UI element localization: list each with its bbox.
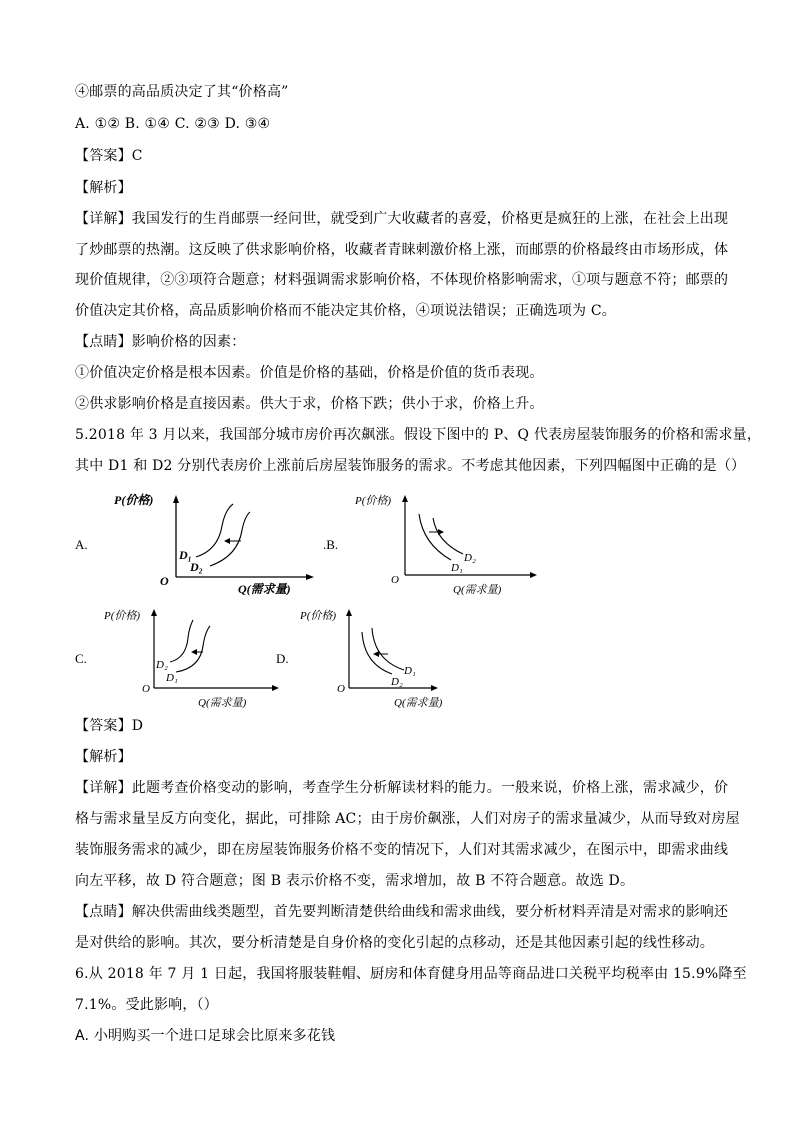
detail-line-2: 了炒邮票的热潮。这反映了供求影响价格，收藏者青睐刺激价格上涨，而邮票的价格最终由市场形成，体: [75, 242, 729, 258]
graph-d-label: D.: [276, 651, 289, 666]
question-6-line-2: 7.1%。受此影响，（）: [75, 997, 218, 1013]
graph-b-d2: D₂: [464, 552, 476, 564]
question-6-option-a: A. 小明购买一个进口足球会比原来多花钱: [75, 1028, 336, 1044]
option-4-text: ④邮票的高品质决定了其“价格高”: [75, 84, 289, 100]
graph-d-y-label: P(价格): [300, 610, 337, 622]
graph-b-label: .B.: [323, 537, 339, 552]
graph-b-curve-d1: [419, 514, 451, 560]
graph-c: [100, 602, 300, 714]
question-5-line-1: 5.2018 年 3 月以来，我国部分城市房价再次飙涨。假设下图中的 P、Q 代表房屋装饰服务的价格和需求量，: [75, 427, 762, 443]
detail-line-3: 现价值规律，②③项符合题意；材料强调需求影响价格，不体现价格影响需求，①项与题意不符；邮票的: [75, 272, 729, 288]
graph-d-d2: D₂: [391, 676, 403, 688]
graph-c-curve-d2: [170, 620, 193, 662]
graph-c-d1: D₁: [166, 672, 178, 684]
question-6-line-1: 6.从 2018 年 7 月 1 日起，我国将服装鞋帽、厨房和体育健身用品等商品进口关税平均税率由 15.9%降至: [75, 966, 747, 982]
detail-line-4: 价值决定其价格，高品质影响价格而不能决定其价格，④项说法错误；正确选项为 C。: [75, 303, 616, 319]
graph-c-d2: D₂: [156, 659, 168, 671]
graph-a: [100, 490, 320, 600]
graph-a-curve-d1: [196, 504, 233, 557]
answer-label: 【答案】C: [75, 148, 143, 164]
graph-b-curve-d2: [433, 518, 463, 554]
graph-d-d1: D₁: [404, 665, 416, 677]
graph-a-y-label: P(价格): [114, 493, 154, 507]
graph-a-d1: D₁: [179, 548, 192, 562]
key-point-title: 【点睛】影响价格的因素：: [75, 334, 246, 350]
detail2-line-1: 【详解】此题考查价格变动的影响，考查学生分析解读材料的能力。一般来说，价格上涨，需求减少，价: [75, 780, 729, 796]
graph-a-x-label: Q(需求量): [238, 582, 291, 596]
detail2-line-3: 装饰服务需求的减少，即在房屋装饰服务价格不变的情况下，人们对其需求减少，在图示中，即需求曲线: [75, 842, 729, 858]
graph-c-label: C.: [75, 651, 87, 666]
graph-b-x-label: Q(需求量): [453, 584, 502, 596]
graph-d: [300, 602, 450, 714]
graph-b-d1: D₁: [451, 562, 463, 574]
answer-choices: A. ①② B. ①④ C. ②③ D. ③④: [75, 116, 271, 132]
graph-b-y-label: P(价格): [355, 495, 392, 507]
graph-d-origin: O: [337, 683, 345, 695]
key-point2-line-2: 是对供给的影响。其次，要分析清楚是自身价格的变化引起的点移动，还是其他因素引起的线性移动。: [75, 935, 714, 951]
detail2-line-4: 向左平移，故 D 符合题意；图 B 表示价格不变，需求增加，故 B 不符合题意。故选 D。: [75, 873, 635, 889]
detail-line-1: 【详解】我国发行的生肖邮票一经问世，就受到广大收藏者的喜爱，价格更是疯狂的上涨，在社会上出现: [75, 211, 729, 227]
answer-label-2: 【答案】D: [75, 718, 144, 734]
key-point2-line-1: 【点睛】解决供需曲线类题型，首先要判断清楚供给曲线和需求曲线，要分析材料弄清是对需求的影响还: [75, 904, 729, 920]
graph-c-y-label: P(价格): [104, 610, 141, 622]
graph-d-curve-d1: [372, 628, 404, 670]
question-5-line-2: 其中 D1 和 D2 分别代表房价上涨前后房屋装饰服务的需求。不考虑其他因素，下列四幅图中正确的是（）: [75, 458, 746, 474]
key-point-1: ①价值决定价格是根本因素。价值是价格的基础，价格是价值的货币表现。: [75, 365, 544, 381]
analysis-label-2: 【解析】: [75, 749, 132, 765]
key-point-2: ②供求影响价格是直接因素。供大于求，价格下跌；供小于求，价格上升。: [75, 396, 544, 412]
graph-b-origin: O: [391, 574, 399, 586]
graph-c-origin: O: [142, 683, 150, 695]
graph-b: [345, 490, 545, 600]
analysis-label: 【解析】: [75, 180, 132, 196]
graph-c-x-label: Q(需求量): [198, 697, 247, 709]
graph-a-d2: D₂: [190, 560, 203, 574]
graph-d-x-label: Q(需求量): [394, 697, 443, 709]
graph-a-label: A.: [75, 537, 88, 552]
detail2-line-2: 格与需求量呈反方向变化，据此，可排除 AC；由于房价飙涨，人们对房子的需求量减少，从而导致对房屋: [75, 811, 740, 827]
graph-c-curve-d1: [176, 626, 210, 672]
graph-a-origin: O: [160, 574, 169, 588]
